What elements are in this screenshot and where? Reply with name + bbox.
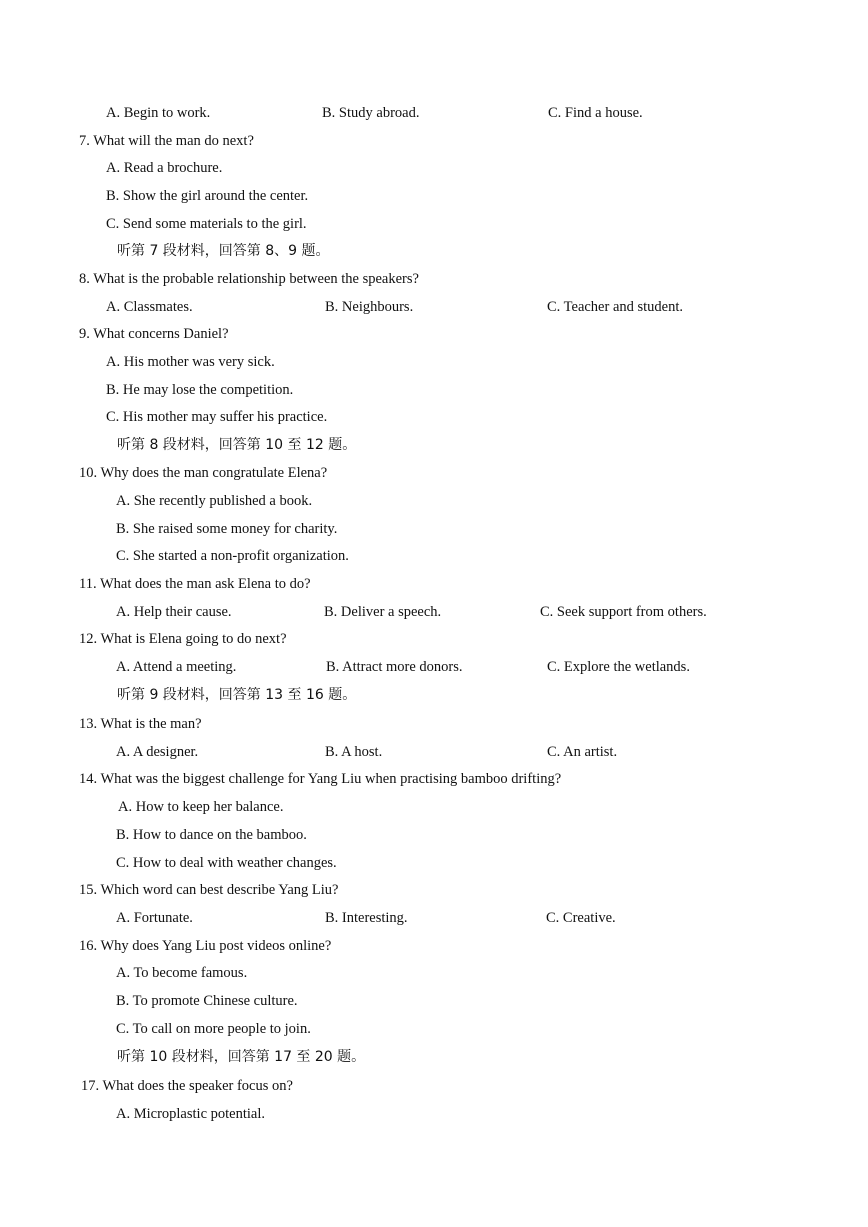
q7-stem: 7. What will the man do next?: [79, 133, 254, 149]
q16-option-b: B. To promote Chinese culture.: [116, 993, 298, 1009]
q11-option-a: A. Help their cause.: [116, 604, 232, 620]
q15-option-a: A. Fortunate.: [116, 910, 193, 926]
q10-option-b: B. She raised some money for charity.: [116, 521, 338, 537]
q8-stem: 8. What is the probable relationship between the speakers?: [79, 271, 419, 287]
q13-option-c: C. An artist.: [547, 744, 618, 760]
q12-stem: 12. What is Elena going to do next?: [79, 631, 287, 647]
q13-option-a: A. A designer.: [116, 744, 199, 760]
q10-option-a: A. She recently published a book.: [116, 493, 313, 509]
q8-option-b: B. Neighbours.: [325, 299, 414, 315]
section-heading-9: 听第 9 段材料，回答第 13 至 16 题。: [117, 687, 357, 703]
q6-option-c: C. Find a house.: [548, 105, 643, 121]
q11-stem: 11. What does the man ask Elena to do?: [79, 576, 311, 592]
q7-option-a: A. Read a brochure.: [106, 160, 223, 176]
q16-stem: 16. Why does Yang Liu post videos online?: [79, 938, 332, 954]
q17-stem: 17. What does the speaker focus on?: [81, 1078, 293, 1094]
q7-option-c: C. Send some materials to the girl.: [106, 216, 307, 232]
q15-stem: 15. Which word can best describe Yang Liu?: [79, 882, 339, 898]
q15-option-b: B. Interesting.: [325, 910, 408, 926]
q14-option-b: B. How to dance on the bamboo.: [116, 827, 307, 843]
q12-option-b: B. Attract more donors.: [326, 659, 463, 675]
q9-stem: 9. What concerns Daniel?: [79, 326, 229, 342]
q17-option-a: A. Microplastic potential.: [116, 1106, 265, 1122]
q9-option-b: B. He may lose the competition.: [106, 382, 294, 398]
q10-stem: 10. Why does the man congratulate Elena?: [79, 465, 328, 481]
section-heading-7: 听第 7 段材料，回答第 8、9 题。: [117, 243, 330, 259]
q15-option-c: C. Creative.: [546, 910, 616, 926]
section-heading-8: 听第 8 段材料，回答第 10 至 12 题。: [117, 437, 357, 453]
q11-option-b: B. Deliver a speech.: [324, 604, 442, 620]
q14-option-c: C. How to deal with weather changes.: [116, 855, 337, 871]
q8-option-c: C. Teacher and student.: [547, 299, 684, 315]
q13-option-b: B. A host.: [325, 744, 383, 760]
q11-option-c: C. Seek support from others.: [540, 604, 707, 620]
q14-option-a: A. How to keep her balance.: [118, 799, 284, 815]
q16-option-c: C. To call on more people to join.: [116, 1021, 311, 1037]
q14-stem: 14. What was the biggest challenge for Yang Liu when practising bamboo drifting?: [79, 771, 562, 787]
q12-option-c: C. Explore the wetlands.: [547, 659, 690, 675]
q9-option-c: C. His mother may suffer his practice.: [106, 409, 328, 425]
q16-option-a: A. To become famous.: [116, 965, 248, 981]
q8-option-a: A. Classmates.: [106, 299, 193, 315]
q6-option-a: A. Begin to work.: [106, 105, 211, 121]
q7-option-b: B. Show the girl around the center.: [106, 188, 309, 204]
q9-option-a: A. His mother was very sick.: [106, 354, 275, 370]
q10-option-c: C. She started a non-profit organization.: [116, 548, 349, 564]
q6-option-b: B. Study abroad.: [322, 105, 420, 121]
q13-stem: 13. What is the man?: [79, 716, 202, 732]
q12-option-a: A. Attend a meeting.: [116, 659, 237, 675]
section-heading-10: 听第 10 段材料，回答第 17 至 20 题。: [117, 1049, 366, 1065]
